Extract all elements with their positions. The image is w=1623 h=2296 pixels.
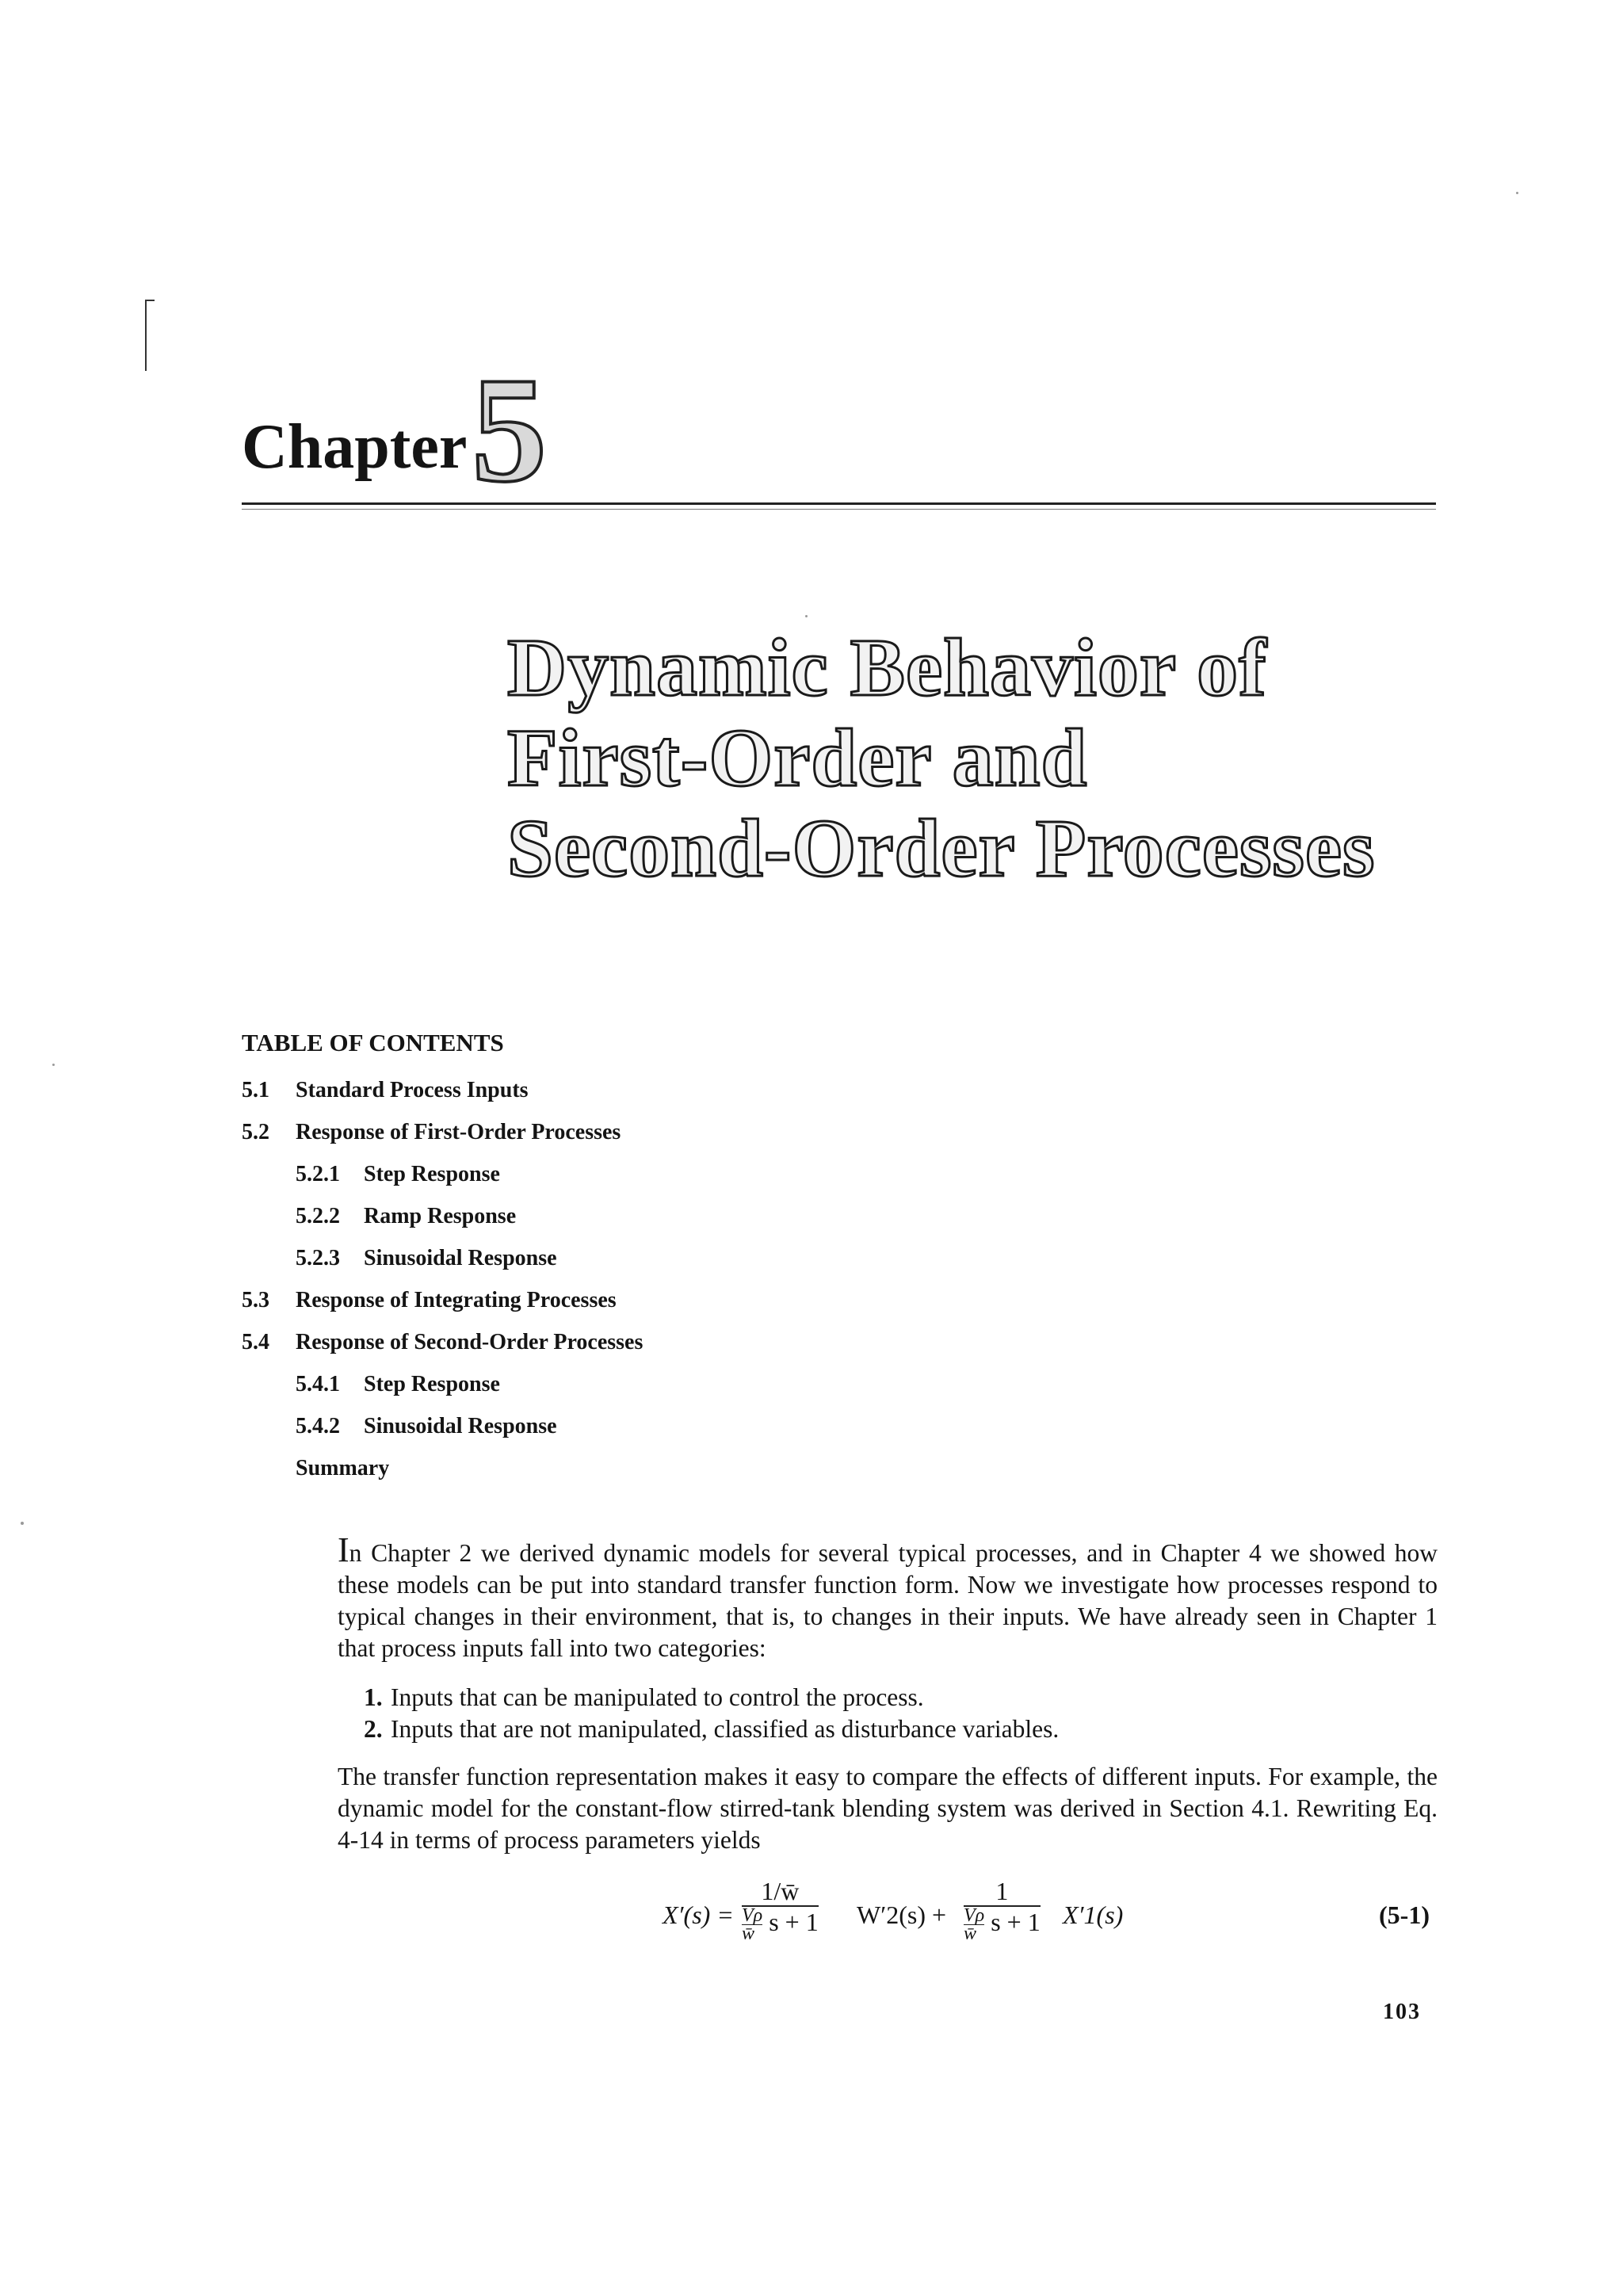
equation-lhs: X′(s) = — [663, 1901, 734, 1929]
toc-item-number: 5.3 — [242, 1288, 269, 1312]
list-item-text: Inputs that are not manipulated, classified as disturbance variables. — [391, 1715, 1060, 1743]
paragraph-1-text: n Chapter 2 we derived dynamic models for several typical processes, and in Chapter 4 we showed how these models can be put into standard transfer function form. Now we investigate how processes respond to typical changes in their environment, that is, to changes in their inputs. We have already seen in Chapter 1 that process inputs fall into two categories: — [338, 1539, 1438, 1662]
fraction-1 — [742, 1877, 819, 1943]
fraction-2-numerator: 1 — [964, 1877, 1041, 1907]
fraction-2-den-tail: s + 1 — [991, 1907, 1041, 1936]
fraction-1-den-tail: s + 1 — [769, 1907, 819, 1936]
toc-item-label: Step Response — [364, 1372, 500, 1396]
fraction-1-den-top: Vρ — [742, 1905, 763, 1926]
toc-item-label: Sinusoidal Response — [364, 1246, 557, 1270]
paragraph-1 — [338, 1530, 1438, 1664]
fraction-2-denominator — [964, 1907, 1041, 1943]
toc-item-label: Ramp Response — [364, 1204, 517, 1228]
title-line-1: Dynamic Behavior of — [507, 622, 1267, 713]
toc-item — [242, 1279, 955, 1321]
toc-item-label: Response of Second-Order Processes — [296, 1330, 643, 1354]
toc-item — [242, 1405, 955, 1447]
equation-term-2: X′1(s) — [1063, 1901, 1124, 1929]
toc-item-number: 5.4 — [242, 1330, 269, 1354]
toc-item — [242, 1195, 955, 1237]
drop-cap: I — [338, 1530, 349, 1569]
fraction-1-denominator — [742, 1907, 819, 1943]
toc-item — [242, 1321, 955, 1363]
list-item — [338, 1682, 1438, 1713]
toc-item-label: Response of Integrating Processes — [296, 1288, 617, 1312]
title-line-3: Second-Order Processes — [507, 803, 1376, 894]
toc-item-label: Response of First-Order Processes — [296, 1120, 621, 1144]
chapter-title — [507, 623, 1376, 894]
toc-item-number: 5.2 — [242, 1120, 269, 1144]
list-item-text: Inputs that can be manipulated to control the process. — [391, 1683, 924, 1711]
chapter-rule-thin — [242, 509, 1436, 510]
toc-item — [242, 1447, 955, 1489]
body-text — [338, 1530, 1438, 1856]
fraction-1-den-bottom: w̄ — [742, 1924, 755, 1944]
crop-mark — [145, 300, 155, 371]
toc-item-label: Step Response — [364, 1162, 500, 1186]
chapter-label: Chapter — [242, 412, 468, 482]
toc-item-label: Standard Process Inputs — [296, 1078, 529, 1102]
toc-item-number: 5.4.2 — [296, 1414, 340, 1438]
scan-speck — [52, 1064, 55, 1066]
list-item-number: 2. — [364, 1715, 383, 1743]
toc-item — [242, 1111, 955, 1153]
fraction-2-den-top: Vρ — [964, 1905, 985, 1926]
list-item-number: 1. — [364, 1683, 383, 1711]
equation-5-1 — [663, 1877, 1439, 1966]
toc-item-label: Sinusoidal Response — [364, 1414, 557, 1438]
fraction-2-den-bottom: w̄ — [964, 1924, 977, 1944]
toc-item-number: 5.2.1 — [296, 1162, 340, 1186]
toc-item-label: Summary — [296, 1456, 390, 1480]
toc-item-number: 5.2.2 — [296, 1204, 340, 1228]
scan-speck — [21, 1522, 24, 1525]
toc-item — [242, 1153, 955, 1195]
toc-item-number: 5.4.1 — [296, 1372, 340, 1396]
list-item — [338, 1713, 1438, 1745]
title-line-2: First-Order and — [507, 712, 1088, 804]
toc-item-number: 5.1 — [242, 1078, 269, 1102]
toc-item — [242, 1237, 955, 1279]
equation-term-1: W′2(s) + — [857, 1901, 947, 1929]
page-number: 103 — [1383, 2000, 1421, 2024]
toc-item — [242, 1363, 955, 1405]
toc-heading: TABLE OF CONTENTS — [242, 1029, 504, 1056]
chapter-number: 5 — [472, 347, 547, 514]
input-categories-list — [338, 1682, 1438, 1745]
toc-item-number: 5.2.3 — [296, 1246, 340, 1270]
table-of-contents — [242, 1069, 955, 1489]
scan-speck — [1516, 192, 1518, 194]
chapter-rule — [242, 502, 1436, 505]
fraction-2 — [964, 1877, 1041, 1943]
fraction-1-numerator: 1/w̄ — [742, 1877, 819, 1907]
scan-speck — [805, 615, 808, 617]
paragraph-2: The transfer function representation makes it easy to compare the effects of different inputs. For example, the dynamic model for the constant-flow stirred-tank blending system was derived in Section 4.1. Rewriting Eq. 4-14 in terms of process parameters yields — [338, 1763, 1438, 1854]
equation-label: (5-1) — [1379, 1901, 1430, 1929]
toc-item — [242, 1069, 955, 1111]
